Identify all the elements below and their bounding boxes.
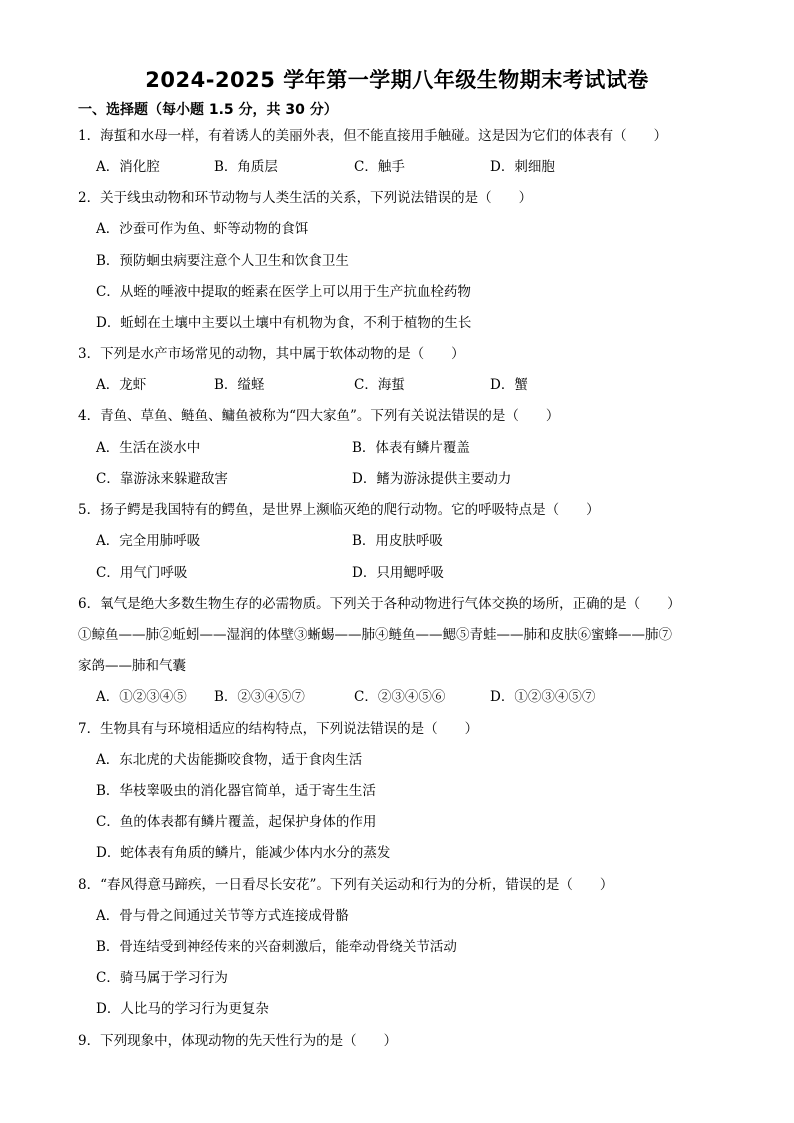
question-5-option-a: A．完全用肺呼吸	[96, 533, 201, 549]
question-4-stem: 4．青鱼、草鱼、鲢鱼、鳙鱼被称为“四大家鱼”。下列有关说法错误的是（ ）	[78, 408, 560, 424]
question-2-option-a: A．沙蚕可作为鱼、虾等动物的食饵	[96, 221, 309, 237]
question-7-option-c: C．鱼的体表都有鳞片覆盖，起保护身体的作用	[96, 814, 377, 830]
question-6-option-d: D．①②③④⑤⑦	[490, 689, 596, 705]
question-3-option-d: D．蟹	[490, 377, 528, 393]
question-1-option-c: C．触手	[354, 159, 405, 175]
question-7-option-d: D．蛇体表有角质的鳞片，能减少体内水分的蒸发	[96, 845, 391, 861]
question-7-stem: 7．生物具有与环境相适应的结构特点，下列说法错误的是（ ）	[78, 721, 479, 737]
question-5-stem: 5．扬子鳄是我国特有的鳄鱼，是世界上濒临灭绝的爬行动物。它的呼吸特点是（ ）	[78, 502, 600, 518]
question-3-stem: 3．下列是水产市场常见的动物，其中属于软体动物的是（ ）	[78, 346, 465, 362]
question-7-option-b: B．华枝睾吸虫的消化器官简单，适于寄生生活	[96, 783, 376, 799]
question-5-option-c: C．用气门呼吸	[96, 565, 188, 581]
question-2-option-d: D．蚯蚓在土壤中主要以土壤中有机物为食，不利于植物的生长	[96, 315, 472, 331]
page-title: 2024-2025 学年第一学期八年级生物期末考试试卷	[145, 68, 649, 92]
question-8-option-b: B．骨连结受到神经传来的兴奋刺激后，能牵动骨绕关节活动	[96, 939, 457, 955]
question-2-option-c: C．从蛭的唾液中提取的蛭素在医学上可以用于生产抗血栓药物	[96, 284, 471, 300]
question-4-option-a: A．生活在淡水中	[96, 440, 201, 456]
question-2-option-b: B．预防蛔虫病要注意个人卫生和饮食卫生	[96, 253, 349, 269]
question-3-option-a: A．龙虾	[96, 377, 147, 393]
question-9-stem: 9．下列现象中，体现动物的先天性行为的是（ ）	[78, 1033, 398, 1049]
question-4-option-c: C．靠游泳来躲避敌害	[96, 471, 228, 487]
section-heading: 一、选择题（每小题 1.5 分，共 30 分）	[78, 102, 338, 118]
question-1-option-a: A．消化腔	[96, 159, 160, 175]
question-1-stem: 1．海蜇和水母一样，有着诱人的美丽外表，但不能直接用手触碰。这是因为它们的体表有（ ）	[78, 128, 668, 144]
question-6-stem-line-3: 家鸽——肺和气囊	[78, 658, 186, 674]
question-3-option-b: B．缢蛏	[214, 377, 265, 393]
question-1-option-b: B．角质层	[214, 159, 278, 175]
question-8-option-c: C．骑马属于学习行为	[96, 970, 228, 986]
question-7-option-a: A．东北虎的犬齿能撕咬食物，适于食肉生活	[96, 752, 363, 768]
question-5-option-d: D．只用鳃呼吸	[352, 565, 444, 581]
question-8-stem: 8．“春风得意马蹄疾，一日看尽长安花”。下列有关运动和行为的分析，错误的是（ ）	[78, 877, 614, 893]
question-4-option-d: D．鳍为游泳提供主要动力	[352, 471, 512, 487]
question-8-option-d: D．人比马的学习行为更复杂	[96, 1001, 269, 1017]
question-6-stem: 6．氧气是绝大多数生物生存的必需物质。下列关于各种动物进行气体交换的场所，正确的是（ ）	[78, 596, 681, 612]
question-6-option-b: B．②③④⑤⑦	[214, 689, 305, 705]
question-6-option-a: A．①②③④⑤	[96, 689, 187, 705]
question-5-option-b: B．用皮肤呼吸	[352, 533, 443, 549]
question-3-option-c: C．海蜇	[354, 377, 405, 393]
question-8-option-a: A．骨与骨之间通过关节等方式连接成骨骼	[96, 908, 349, 924]
question-6-option-c: C．②③④⑤⑥	[354, 689, 446, 705]
question-2-stem: 2．关于线虫动物和环节动物与人类生活的关系，下列说法错误的是（ ）	[78, 190, 533, 206]
question-4-option-b: B．体表有鳞片覆盖	[352, 440, 470, 456]
question-6-stem-line-2: ①鲸鱼——肺②蚯蚓——湿润的体壁③蜥蜴——肺④鲢鱼——鳃⑤青蛙——肺和皮肤⑥蜜蜂——肺⑦	[78, 627, 672, 643]
question-1-option-d: D．刺细胞	[490, 159, 555, 175]
